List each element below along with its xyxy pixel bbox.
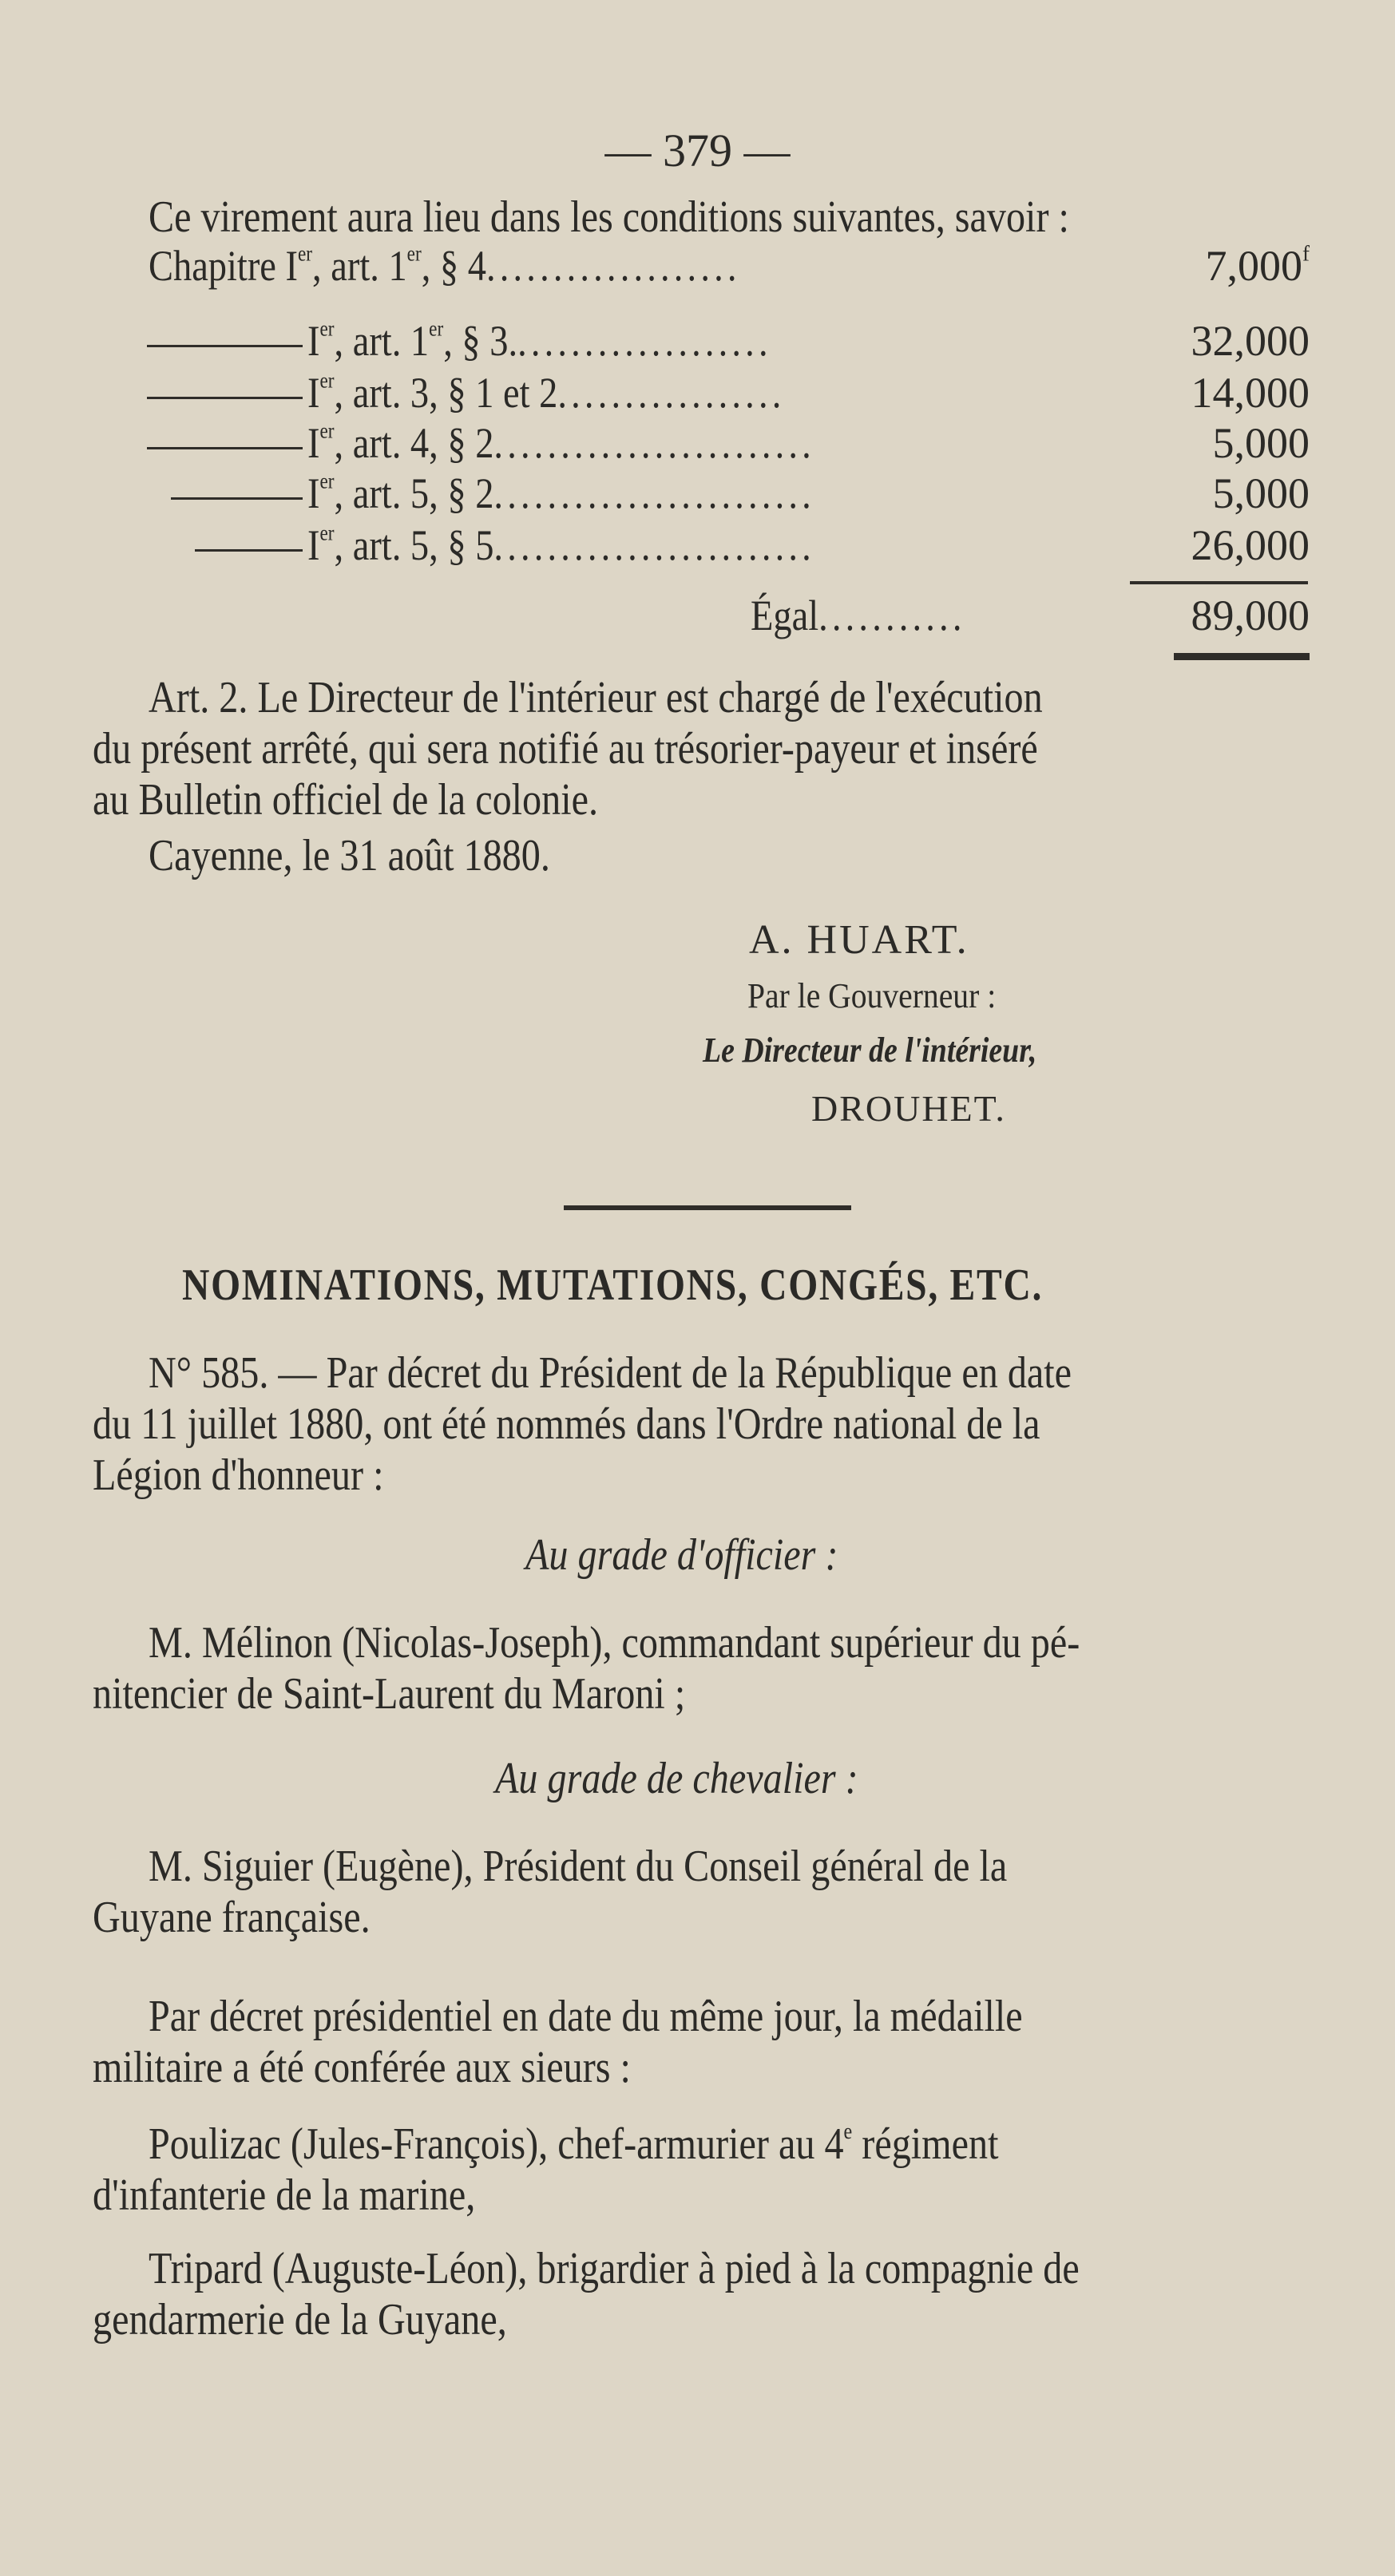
tripard-line: Tripard (Auguste-Léon), brigardier à pied à la compagnie de xyxy=(149,2244,1080,2293)
allocation-row-label: Ier, art. 4, § 2........................ xyxy=(307,418,815,467)
tripard-line: gendarmerie de la Guyane, xyxy=(93,2295,507,2345)
ditto-dash xyxy=(147,345,303,347)
total-underline xyxy=(1174,653,1310,660)
sum-line xyxy=(1130,581,1308,584)
article-2-line: Art. 2. Le Directeur de l'intérieur est chargé de l'exécution xyxy=(149,673,1043,722)
medal-line: Par décret présidentiel en date du même jour, la médaille xyxy=(149,1992,1023,2041)
allocation-row-label: Ier, art. 5, § 5........................ xyxy=(307,520,815,569)
allocation-row-amount: 14,000 xyxy=(1191,369,1310,417)
article-2-line: au Bulletin officiel de la colonie. xyxy=(93,775,599,825)
allocation-row-amount: 32,000 xyxy=(1191,317,1310,365)
signature-by: Par le Gouverneur : xyxy=(747,976,997,1015)
decree-line: Légion d'honneur : xyxy=(93,1450,384,1500)
ditto-dash xyxy=(195,549,303,552)
allocation-row-label: Ier, art. 1er, § 3.................... xyxy=(307,316,772,365)
allocation-row-label: Ier, art. 3, § 1 et 2................. xyxy=(307,368,786,417)
allocation-row-amount: 26,000 xyxy=(1191,521,1310,569)
signature-role: Le Directeur de l'intérieur, xyxy=(703,1031,1037,1070)
poulizac-line: Poulizac (Jules-François), chef-armurier au 4e régiment xyxy=(149,2119,999,2169)
article-2-line: du présent arrêté, qui sera notifié au trésorier-payeur et inséré xyxy=(93,724,1038,774)
grade-officier-heading: Au grade d'officier : xyxy=(525,1530,838,1580)
decree-line: N° 585. — Par décret du Président de la République en date xyxy=(149,1348,1072,1398)
grade-chevalier-heading: Au grade de chevalier : xyxy=(495,1754,858,1803)
allocation-row-amount: 5,000 xyxy=(1212,469,1310,517)
intro-text: Ce virement aura lieu dans les conditions suivantes, savoir : xyxy=(149,192,1069,242)
officier-line: M. Mélinon (Nicolas-Joseph), commandant supérieur du pé- xyxy=(149,1618,1080,1668)
section-heading: NOMINATIONS, MUTATIONS, CONGÉS, ETC. xyxy=(182,1260,1044,1310)
allocation-row-amount: 5,000 xyxy=(1212,419,1310,467)
medal-line: militaire a été conférée aux sieurs : xyxy=(93,2043,631,2092)
place-date: Cayenne, le 31 août 1880. xyxy=(149,831,550,880)
ditto-dash xyxy=(171,497,303,500)
chevalier-line: M. Siguier (Eugène), Président du Conseil général de la xyxy=(149,1842,1008,1891)
officier-line: nitencier de Saint-Laurent du Maroni ; xyxy=(93,1669,686,1719)
decree-line: du 11 juillet 1880, ont été nommés dans l'Ordre national de la xyxy=(93,1399,1040,1449)
ditto-dash xyxy=(147,397,303,399)
allocation-row-label: Chapitre Ier, art. 1er, § 4................... xyxy=(149,241,741,290)
total-amount: 89,000 xyxy=(1191,592,1310,639)
allocation-row-label: Ier, art. 5, § 2........................ xyxy=(307,469,815,517)
total-label: Égal........... xyxy=(751,592,966,639)
poulizac-line: d'infanterie de la marine, xyxy=(93,2170,476,2220)
section-separator xyxy=(564,1205,851,1210)
ditto-dash xyxy=(147,447,303,449)
allocation-row-amount: 7,000$^f$ xyxy=(1205,241,1310,290)
page-number: — 379 — xyxy=(604,125,791,176)
chevalier-line: Guyane française. xyxy=(93,1893,371,1942)
signature-name: A. HUART. xyxy=(749,917,969,963)
signature-signatory: DROUHET. xyxy=(811,1088,1006,1129)
